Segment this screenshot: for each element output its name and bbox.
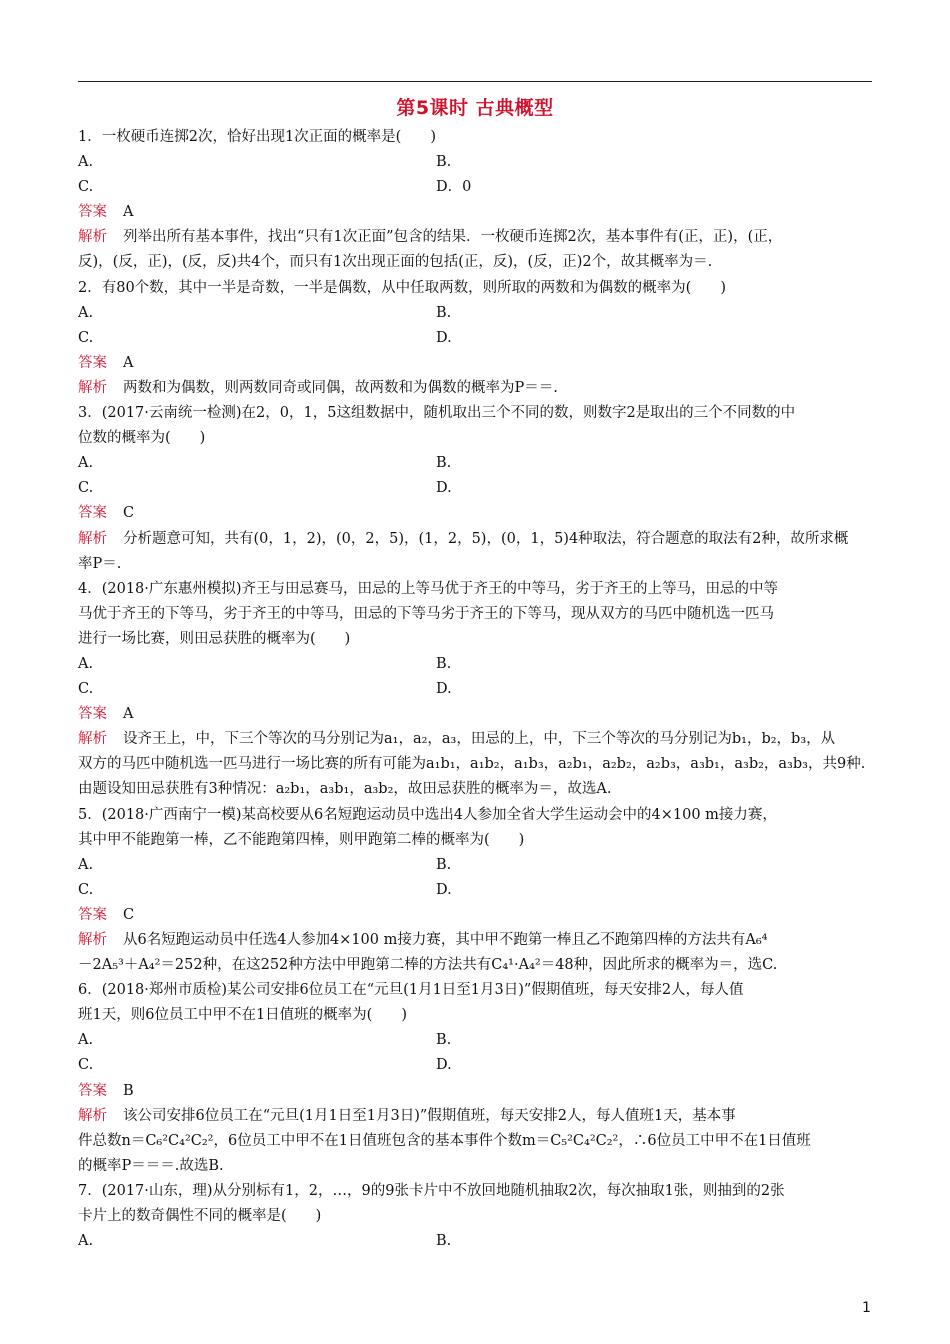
analysis-line: [78, 376, 878, 401]
option-row: [78, 175, 878, 200]
question-stem-line: 其中甲不能跑第一棒，乙不能跑第四棒，则甲跑第二棒的概率为( ): [78, 831, 525, 848]
option-row: [78, 150, 878, 175]
option-label: D.: [436, 681, 452, 698]
question-block: [78, 577, 878, 803]
question-block: [78, 978, 878, 1179]
analysis-text: 该公司安排6位员工在“元旦(1月1日至1月3日)”假期值班，每天安排2人，每人值班1天，基本事: [123, 1107, 736, 1124]
analysis-text: 两数和为偶数，则两数同奇或同偶，故两数和为偶数的概率为P＝＝.: [123, 379, 558, 396]
analysis-text: 率P＝.: [78, 555, 122, 572]
option-label: A.: [78, 455, 94, 472]
option-row: [78, 476, 878, 501]
analysis-text: 双方的马匹中随机选一匹马进行一场比赛的所有可能为a₁b₁，a₁b₂，a₁b₃，a₂b₁，a₂b₂，a₂b₃，a₃b₁，a₃b₂，a₃b₃，共9种.: [78, 756, 866, 773]
analysis-text: 从6名短跑运动员中任选4人参加4×100 m接力赛，其中甲不跑第一棒且乙不跑第四棒的方法共有A₆⁴: [123, 932, 768, 948]
analysis-tag: 解析: [78, 1107, 107, 1124]
option-row: [78, 451, 878, 476]
option-label: A.: [78, 856, 94, 873]
analysis-text: 分析题意可知，共有(0，1，2)，(0，2，5)，(1，2，5)，(0，1，5)4种取法，符合题意的取法有2种，故所求概: [123, 530, 849, 547]
analysis-line: [78, 527, 878, 552]
question-block: [78, 276, 878, 401]
analysis-line: [78, 953, 878, 978]
analysis-line: [78, 1104, 878, 1129]
option-label: A.: [78, 1032, 94, 1049]
analysis-text: －2A₅³＋A₄²＝252种，在这252种方法中甲跑第二棒的方法共有C₄¹·A₄²＝48种，因此所求的概率为＝，选C.: [78, 957, 778, 974]
question-block: [78, 803, 878, 979]
analysis-text: 反)，(反，正)，(反，反)共4个，而只有1次出现正面的包括(正，反)，(反，正)2个，故其概率为＝.: [78, 254, 713, 271]
answer-line: [78, 1079, 878, 1104]
answer-tag: 答案: [78, 706, 107, 723]
question-stem-line: 7．(2017·山东，理)从分别标有1，2，…，9的9张卡片中不放回地随机抽取2次，每次抽取1张，则抽到的2张: [78, 1182, 785, 1199]
option-label: C.: [78, 179, 94, 196]
option-row: [78, 1229, 878, 1254]
option-label: C.: [78, 681, 94, 698]
analysis-line: [78, 1154, 878, 1179]
option-label: B.: [436, 455, 452, 472]
option-label: D.: [436, 480, 452, 497]
answer-value: C: [123, 505, 135, 522]
question-block: [78, 125, 878, 276]
option-row: [78, 652, 878, 677]
option-row: [78, 853, 878, 878]
question-stem-line: 4．(2018·广东惠州模拟)齐王与田忌赛马，田忌的上等马优于齐王的中等马，劣于齐王的上等马，田忌的中等: [78, 580, 779, 597]
answer-tag: 答案: [78, 906, 107, 923]
question-stem-line: 卡片上的数奇偶性不同的概率是( ): [78, 1208, 322, 1225]
answer-tag: 答案: [78, 354, 107, 371]
analysis-tag: 解析: [78, 731, 107, 748]
option-label: D.: [436, 1057, 452, 1074]
option-row: [78, 1028, 878, 1053]
analysis-text: 由题设知田忌获胜有3种情况：a₂b₁，a₃b₁，a₃b₂，故田忌获胜的概率为＝，故选A.: [78, 781, 612, 798]
analysis-line: [78, 1129, 878, 1154]
analysis-line: [78, 250, 878, 275]
option-label: D.: [436, 881, 452, 898]
question-stem-line: 5．(2018·广西南宁一模)某高校要从6名短跑运动员中选出4人参加全省大学生运动会中的4×100 m接力赛，: [78, 806, 777, 823]
analysis-text: 列举出所有基本事件，找出“只有1次正面”包含的结果．一枚硬币连掷2次，基本事件有(正，正)，(正，: [123, 229, 783, 246]
analysis-line: [78, 777, 878, 802]
question-stem-line: 位数的概率为( ): [78, 430, 206, 447]
answer-tag: 答案: [78, 204, 107, 221]
answer-value: A: [123, 204, 134, 221]
answer-value: C: [123, 906, 135, 923]
option-label: B.: [436, 856, 452, 873]
option-label: C.: [78, 1057, 94, 1074]
option-label: C.: [78, 480, 94, 497]
option-label: A.: [78, 655, 94, 672]
analysis-line: [78, 225, 878, 250]
option-label: D．0: [436, 179, 472, 196]
answer-line: [78, 351, 878, 376]
answer-tag: 答案: [78, 505, 107, 522]
option-row: [78, 878, 878, 903]
question-stem-line: 2．有80个数，其中一半是奇数，一半是偶数，从中任取两数，则所取的两数和为偶数的概率为( ): [78, 279, 726, 296]
question-list: [78, 125, 878, 1254]
option-row: [78, 301, 878, 326]
analysis-line: [78, 552, 878, 577]
answer-value: A: [123, 706, 134, 723]
option-label: B.: [436, 1032, 452, 1049]
option-label: A.: [78, 304, 94, 321]
option-label: B.: [436, 304, 452, 321]
question-stem-line: 班1天，则6位员工中甲不在1日值班的概率为( ): [78, 1007, 407, 1024]
answer-line: [78, 702, 878, 727]
analysis-text: 件总数n＝C₆²C₄²C₂²，6位员工中甲不在1日值班包含的基本事件个数m＝C₅²C₄²C₂²，∴6位员工中甲不在1日值班: [78, 1132, 811, 1149]
answer-line: [78, 200, 878, 225]
question-stem-line: 马优于齐王的下等马，劣于齐王的中等马，田忌的下等马劣于齐王的下等马，现从双方的马匹中随机选一匹马: [78, 605, 774, 622]
option-label: C.: [78, 329, 94, 346]
question-stem-line: 进行一场比赛，则田忌获胜的概率为( ): [78, 630, 351, 647]
answer-tag: 答案: [78, 1082, 107, 1099]
option-row: [78, 677, 878, 702]
option-label: B.: [436, 1233, 452, 1250]
question-stem-line: 6．(2018·郑州市质检)某公司安排6位员工在“元旦(1月1日至1月3日)”假期值班，每天安排2人，每人值: [78, 982, 744, 999]
option-label: C.: [78, 881, 94, 898]
page-number: 1: [862, 1300, 871, 1316]
option-label: A.: [78, 154, 94, 171]
analysis-text: 的概率P＝＝＝.故选B.: [78, 1157, 224, 1174]
question-block: [78, 1179, 878, 1254]
question-stem-line: 3．(2017·云南统一检测)在2，0，1，5这组数据中，随机取出三个不同的数，则数字2是取出的三个不同数的中: [78, 405, 796, 422]
answer-line: [78, 903, 878, 928]
page-title: 第5课时 古典概型: [396, 97, 554, 119]
answer-value: B: [123, 1082, 134, 1099]
answer-value: A: [123, 354, 134, 371]
option-label: D.: [436, 329, 452, 346]
analysis-text: 设齐王上，中，下三个等次的马分别记为a₁，a₂，a₃，田忌的上，中，下三个等次的马分别记为b₁，b₂，b₃，从: [123, 731, 836, 748]
question-block: [78, 401, 878, 577]
analysis-line: [78, 928, 878, 953]
analysis-line: [78, 727, 878, 752]
analysis-tag: 解析: [78, 379, 107, 396]
option-label: A.: [78, 1233, 94, 1250]
option-row: [78, 326, 878, 351]
analysis-tag: 解析: [78, 530, 107, 547]
analysis-tag: 解析: [78, 932, 107, 948]
header-rule: [78, 81, 872, 82]
question-stem-line: 1．一枚硬币连掷2次，恰好出现1次正面的概率是( ): [78, 129, 436, 145]
analysis-tag: 解析: [78, 229, 107, 246]
answer-line: [78, 501, 878, 526]
option-row: [78, 1053, 878, 1078]
option-label: B.: [436, 154, 452, 171]
analysis-line: [78, 752, 878, 777]
option-label: B.: [436, 655, 452, 672]
